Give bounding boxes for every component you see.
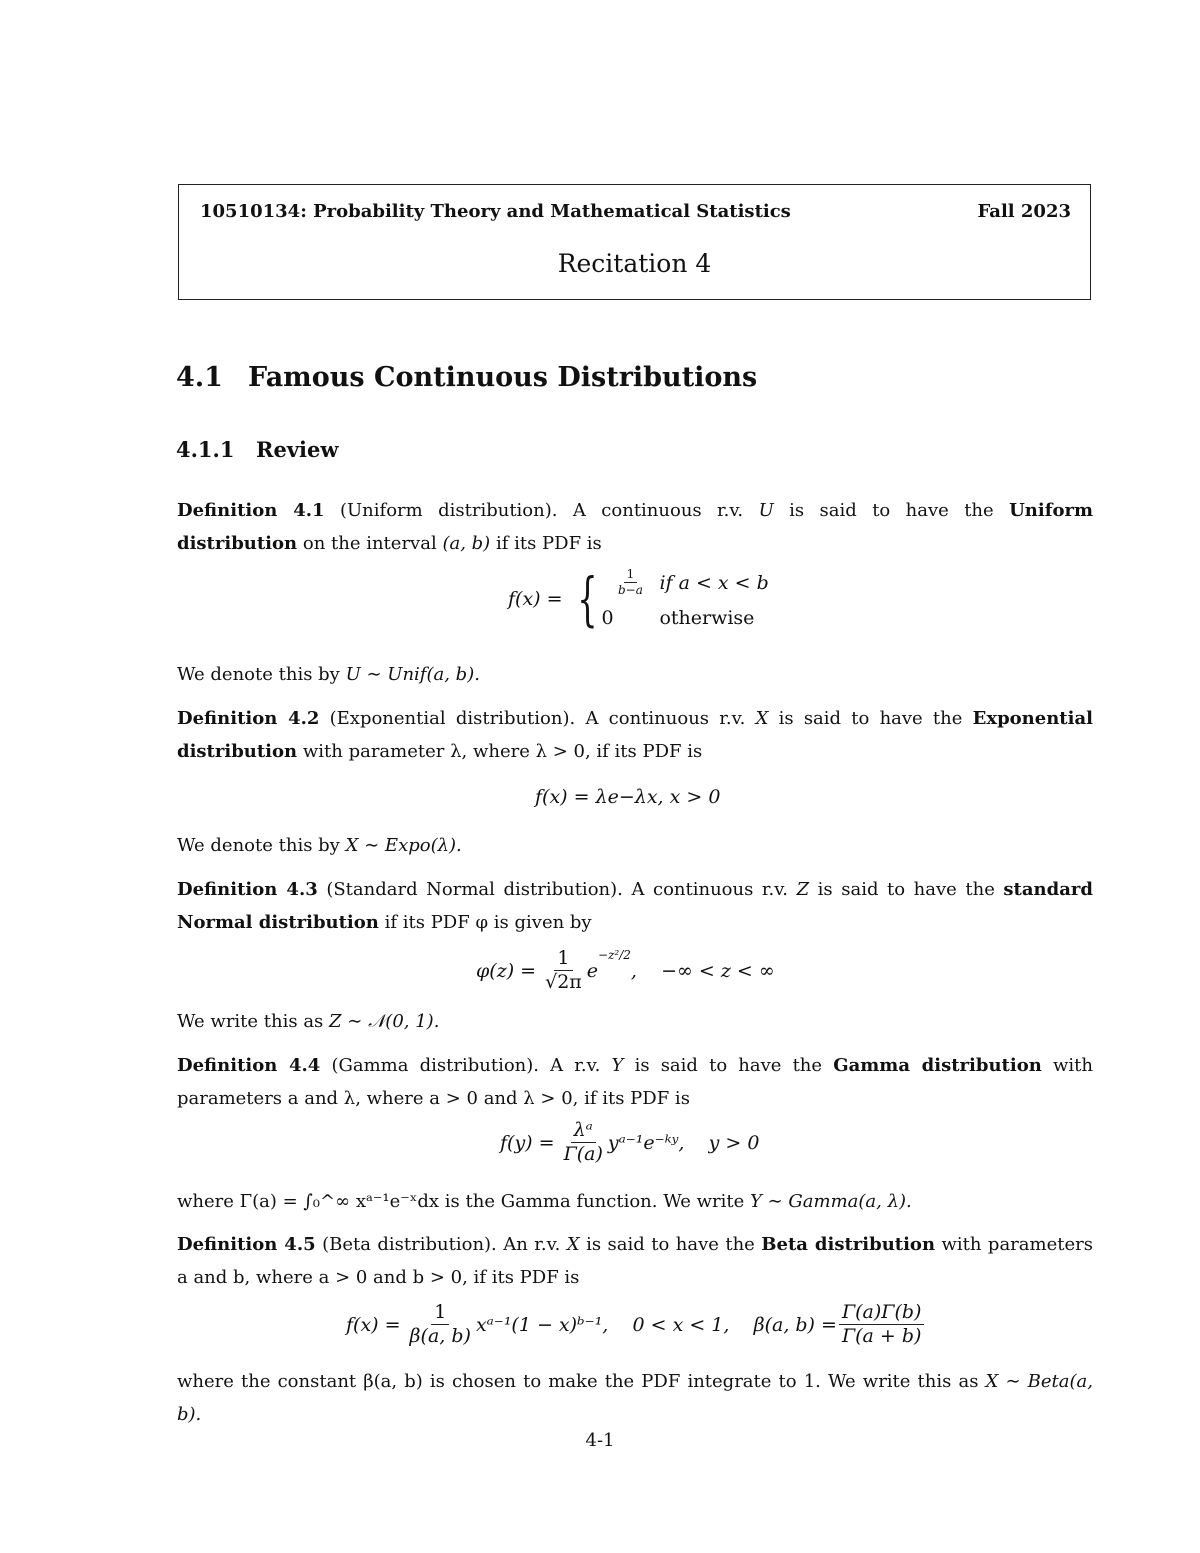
definition-text: with parameter λ, where λ > 0, if its PDF is [302,741,703,762]
exponential-base: e [586,959,599,982]
notation-text: We denote this by [177,835,340,856]
definition-text: if its PDF φ is given by [384,912,592,933]
uniform-notation [177,658,1093,691]
formula-lhs: f(y) = [500,1131,555,1154]
definition-text: is said to have the [778,708,963,729]
exponent: −z²/2 [598,948,631,962]
formula-lhs: f(x) = [508,587,563,610]
beta-kernel: xᵃ⁻¹(1 − x)ᵇ⁻¹, 0 < x < 1, β(a, b) = [475,1313,837,1336]
definition-name: (Beta distribution). [322,1234,497,1255]
distribution-term: Exponential distribution [177,708,1093,762]
definition-label: Definition 4.5 [177,1234,316,1255]
course-title: 10510134: Probability Theory and Mathematical Statistics [200,201,791,222]
fraction-denominator: Γ(a + b) [841,1324,922,1347]
definition-name: (Standard Normal distribution). [326,879,623,900]
definition-text: A continuous r.v. [631,879,789,900]
fraction-denominator: Γ(a) [563,1142,603,1165]
fraction-denominator: β(a, b) [409,1324,471,1347]
definition-text: A continuous r.v. [572,500,744,521]
notation-text: We write this as [177,1011,324,1032]
recitation-title: Recitation 4 [557,249,712,278]
distribution-term: Gamma distribution [833,1055,1042,1076]
interval: (a, b) [442,533,491,554]
definition-text: with parameters a and λ, where a > 0 and λ > 0, if its PDF is [177,1055,1093,1109]
notation-text: where the constant β(a, b) is chosen to make the PDF integrate to 1. We write this as [177,1371,979,1392]
normal-pdf-formula [476,948,775,994]
semester-label: Fall 2023 [977,201,1071,222]
distribution-term: standard Normal distribution [177,879,1093,933]
distribution-term: Beta distribution [761,1234,936,1255]
fraction-numerator: 1 [624,568,638,583]
subsection-title: Review [256,437,339,462]
variable: X [566,1234,580,1255]
definition-4-5 [177,1228,1093,1294]
formula-lhs: φ(z) = [476,959,537,982]
definition-text: if its PDF is [495,533,602,554]
definition-text: is said to have the [817,879,995,900]
formula-range: , y > 0 [678,1131,760,1154]
definition-4-4 [177,1049,1093,1115]
definition-text: A r.v. [550,1055,601,1076]
beta-notation [177,1365,1093,1431]
section-title: Famous Continuous Distributions [248,362,758,393]
definition-text: with parameters a and b, where a > 0 and b > 0, if its PDF is [177,1234,1093,1288]
formula-lhs: f(x) = [346,1313,401,1336]
gamma-kernel: yᵃ⁻¹e⁻ᵏʸ [607,1131,679,1154]
definition-label: Definition 4.1 [177,500,325,521]
case-value: 0 [601,607,614,630]
variable: Y [611,1055,624,1076]
section-number: 4.1 [176,362,223,393]
fraction-numerator: 1 [554,948,572,971]
definition-text: is said to have the [634,1055,823,1076]
left-brace: { [576,564,598,633]
case-condition: otherwise [659,607,755,630]
definition-label: Definition 4.3 [177,879,318,900]
uniform-pdf-formula [508,564,769,633]
header-box [178,184,1091,300]
beta-function-fraction [839,1302,925,1348]
exponential-pdf-formula: f(x) = λe−λx, x > 0 [535,786,721,808]
uniform-density-fraction [603,568,657,597]
beta-pdf-formula [346,1302,926,1348]
definition-4-3 [177,873,1093,939]
notation-formula: X ∼ Expo(λ). [345,835,462,856]
definition-name: (Uniform distribution). [339,500,558,521]
definition-name: (Gamma distribution). [331,1055,539,1076]
notation-formula: Z ∼ 𝒩(0, 1). [329,1011,440,1032]
notation-formula: X ∼ Beta(a, b). [177,1371,1093,1425]
definition-label: Definition 4.4 [177,1055,321,1076]
notation-text: We denote this by [177,664,340,685]
fraction-denominator: b−a [618,582,643,597]
page-number: 4-1 [585,1430,615,1451]
normal-notation [177,1005,1093,1038]
notation-formula: U ∼ Unif(a, b). [345,664,480,685]
definition-4-1 [177,494,1093,560]
fraction-numerator: 1 [431,1302,449,1325]
subsection-number: 4.1.1 [176,437,235,462]
definition-text: on the interval [302,533,437,554]
definition-text: is said to have the [586,1234,755,1255]
exponential-notation [177,829,1093,862]
gamma-pdf-formula [500,1120,759,1166]
definition-text: A continuous r.v. [585,708,746,729]
gamma-notation [177,1185,1093,1218]
section-heading [176,362,757,393]
definition-text: is said to have the [789,500,994,521]
definition-text: An r.v. [503,1234,561,1255]
fraction-numerator: Γ(a)Γ(b) [839,1302,925,1325]
subsection-heading [176,437,338,462]
variable: U [758,500,774,521]
notation-formula: Y ∼ Gamma(a, λ). [750,1191,912,1212]
case-condition: if a < x < b [659,571,769,594]
fraction-denominator: √2π [545,970,582,993]
formula-range: , −∞ < z < ∞ [630,959,775,982]
notation-text: where Γ(a) = ∫₀^∞ xᵃ⁻¹e⁻ˣdx is the Gamma function. We write [177,1191,745,1212]
beta-constant-fraction [407,1302,474,1348]
definition-name: (Exponential distribution). [329,708,576,729]
definition-4-2 [177,702,1093,768]
gamma-constant-fraction [561,1120,606,1166]
variable: X [755,708,769,729]
fraction-numerator: λᵃ [571,1120,596,1143]
normal-constant-fraction [542,948,585,994]
variable: Z [796,879,810,900]
definition-label: Definition 4.2 [177,708,320,729]
distribution-term: Uniform distribution [177,500,1093,554]
